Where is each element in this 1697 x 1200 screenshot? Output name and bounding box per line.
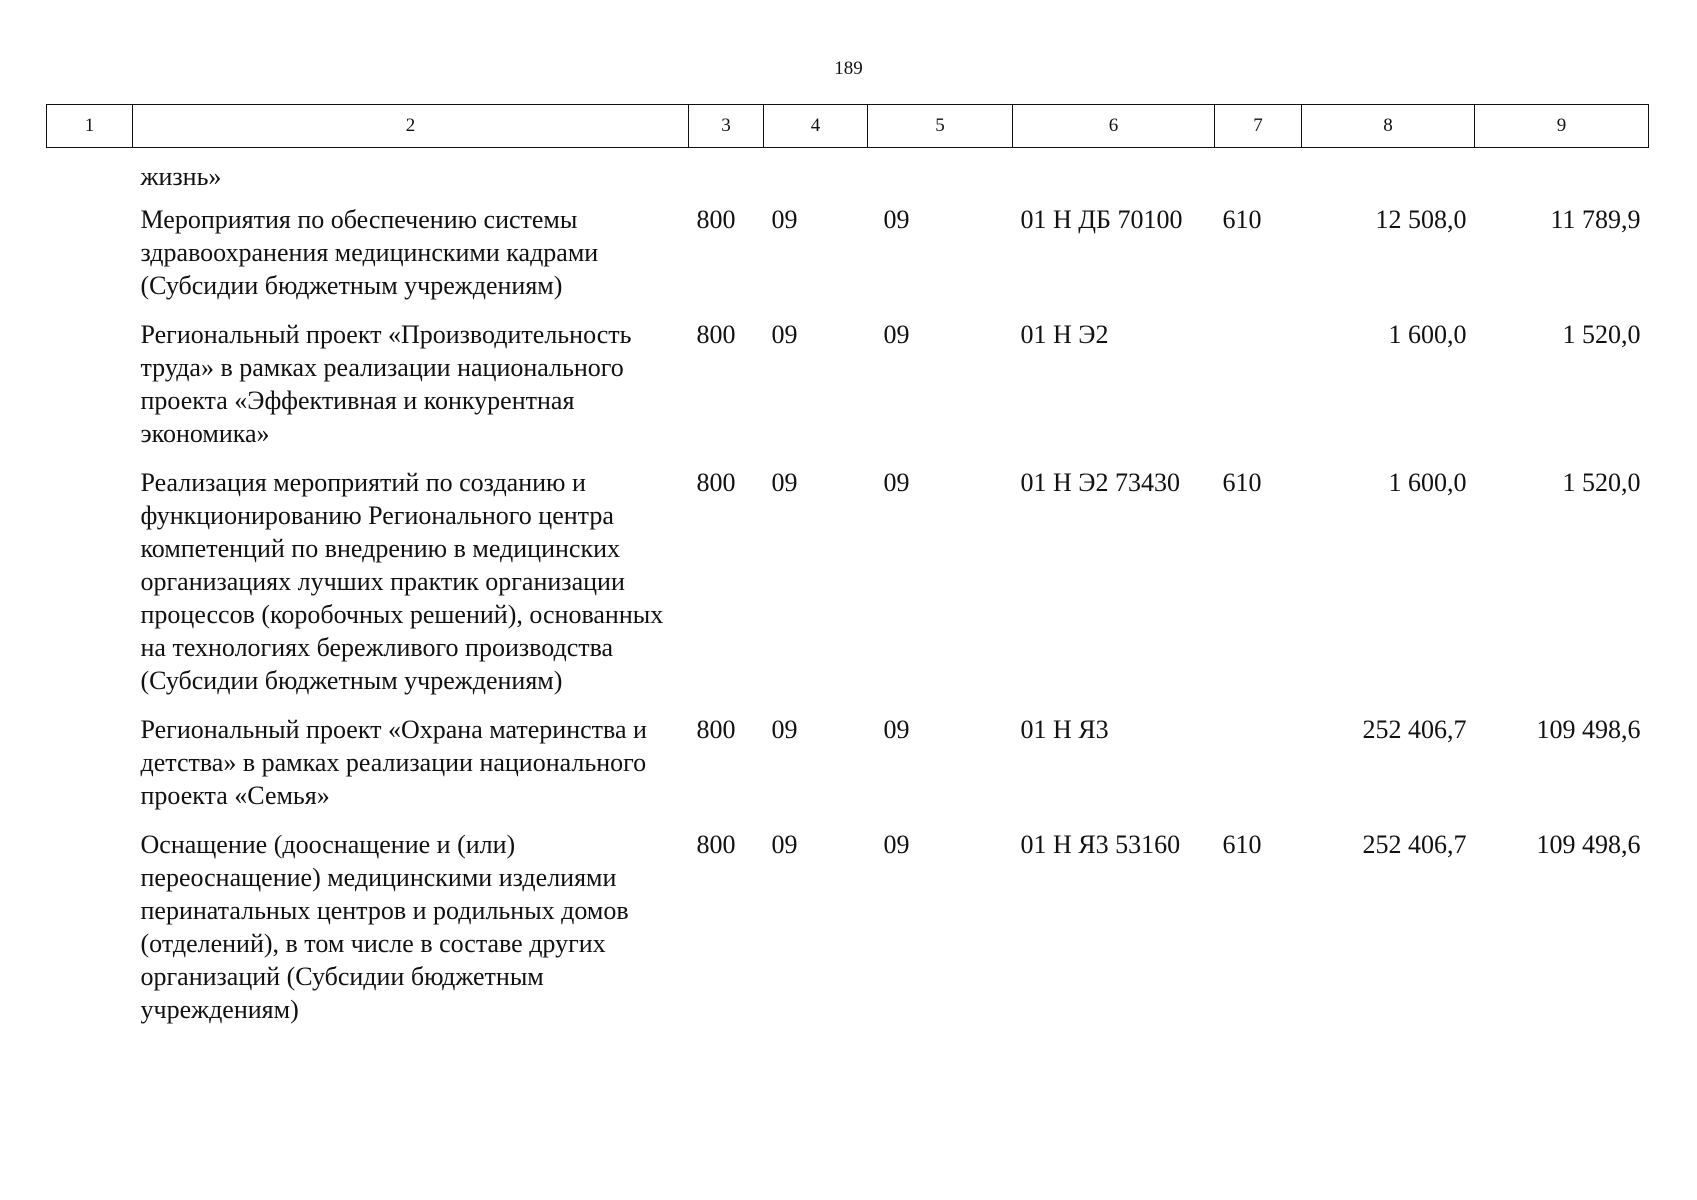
cell-name: Оснащение (дооснащение и (или) переоснащение) медицинскими изделиями перинатальных центров и родильных домов (отделений), в том числе в составе других организаций (Субсидии бюджетным учреждениям) [140, 830, 629, 1024]
column-header-7: 7 [1215, 105, 1302, 148]
column-header-1: 1 [47, 105, 133, 148]
cell-col6: 01 Н ДБ 70100 [1020, 205, 1183, 234]
cell-col6: 01 Н Э2 73430 [1020, 468, 1180, 497]
cell-col3: 800 [696, 830, 736, 859]
column-header-3: 3 [689, 105, 764, 148]
cell-col4: 09 [771, 715, 798, 744]
cell-col5: 09 [883, 715, 910, 744]
table-header [47, 105, 1649, 148]
cell-col5 [868, 148, 1013, 204]
column-header-9: 9 [1475, 105, 1649, 148]
cell-col7: 610 [1222, 830, 1262, 859]
cell-col5: 09 [883, 205, 910, 234]
column-header-5: 5 [868, 105, 1013, 148]
cell-col5: 09 [883, 468, 910, 497]
page-number: 189 [834, 58, 863, 79]
cell-col8 [1302, 148, 1475, 204]
cell-col3: 800 [696, 320, 736, 349]
cell-col4: 09 [771, 320, 798, 349]
cell-col8: 252 406,7 [1362, 715, 1467, 744]
cell-col6 [1013, 148, 1215, 204]
cell-col9: 109 498,6 [1536, 715, 1641, 744]
table-body [47, 148, 1649, 1043]
cell-col3: 800 [696, 205, 736, 234]
cell-col3: 800 [696, 715, 736, 744]
cell-col9 [1475, 148, 1649, 204]
cell-col9: 109 498,6 [1536, 830, 1641, 859]
cell-col4: 09 [771, 830, 798, 859]
cell-col4 [764, 148, 868, 204]
column-header-2: 2 [133, 105, 689, 148]
cell-col1 [47, 203, 133, 318]
cell-col6: 01 Н Э2 [1020, 320, 1109, 349]
cell-col1 [47, 318, 133, 466]
cell-col7 [1215, 148, 1302, 204]
cell-col7: 610 [1222, 205, 1262, 234]
budget-table [46, 104, 1649, 1042]
column-header-8: 8 [1302, 105, 1475, 148]
cell-col9: 1 520,0 [1562, 320, 1641, 349]
cell-name: Региональный проект «Охрана материнства и детства» в рамках реализации национального проекта «Семья» [140, 715, 647, 810]
cell-name: жизнь» [140, 162, 222, 191]
cell-col8: 1 600,0 [1388, 468, 1467, 497]
cell-name: Региональный проект «Производительность труда» в рамках реализации национального проекта «Эффективная и конкурентная экономика» [140, 320, 632, 448]
table-row [47, 148, 1649, 204]
column-header-4: 4 [764, 105, 868, 148]
header-row [47, 105, 1649, 148]
cell-col3: 800 [696, 468, 736, 497]
table-row [47, 203, 1649, 318]
cell-col8: 12 508,0 [1375, 205, 1467, 234]
table-row [47, 318, 1649, 466]
cell-col5: 09 [883, 320, 910, 349]
cell-col1 [47, 713, 133, 828]
cell-col8: 252 406,7 [1362, 830, 1467, 859]
cell-col4: 09 [771, 468, 798, 497]
cell-col6: 01 Н Я3 [1020, 715, 1109, 744]
cell-col7: 610 [1222, 468, 1262, 497]
cell-name: Реализация мероприятий по созданию и функционированию Регионального центра компетенций по внедрению в медицинских организациях лучших практик организации процессов (коробочных решений), основанных на технологиях бережливого производства (Субсидии бюджетным учреждениям) [140, 468, 664, 695]
table-row [47, 828, 1649, 1042]
table-row [47, 713, 1649, 828]
cell-col7 [1215, 318, 1302, 466]
cell-col9: 11 789,9 [1550, 205, 1641, 234]
cell-col7 [1215, 713, 1302, 828]
cell-col1 [47, 148, 133, 204]
cell-col3 [689, 148, 764, 204]
cell-col1 [47, 466, 133, 713]
cell-col5: 09 [883, 830, 910, 859]
cell-col9: 1 520,0 [1562, 468, 1641, 497]
cell-col4: 09 [771, 205, 798, 234]
cell-name: Мероприятия по обеспечению системы здравоохранения медицинскими кадрами (Субсидии бюджетным учреждениям) [140, 205, 599, 300]
column-header-6: 6 [1013, 105, 1215, 148]
cell-col6: 01 Н Я3 53160 [1020, 830, 1181, 859]
table-row [47, 466, 1649, 713]
cell-col8: 1 600,0 [1388, 320, 1467, 349]
cell-col1 [47, 828, 133, 1042]
